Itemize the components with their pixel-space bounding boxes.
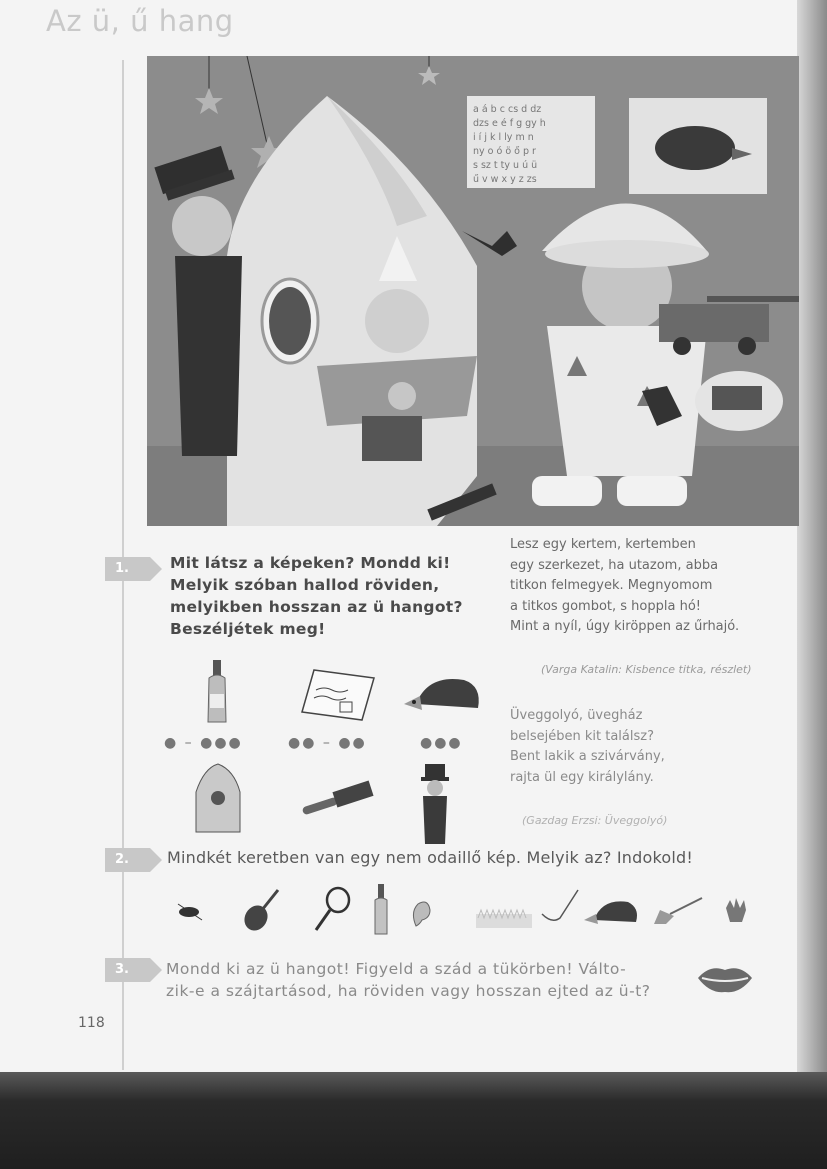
bottle-icon (372, 884, 390, 936)
illustration (147, 56, 799, 526)
syllable-scheme-3: ●●● (420, 735, 463, 751)
lips-icon (696, 962, 754, 996)
poem1-citation: (Varga Katalin: Kisbence titka, részlet) (541, 663, 752, 676)
space-play-illustration-icon (147, 56, 799, 526)
poem1 (510, 535, 739, 638)
task3-line: Mondd ki az ü hangot! Figyeld a szád a tükörben! Válto- (166, 960, 627, 978)
syllable-scheme-2: ●● – ●● (288, 735, 367, 751)
twig-icon (538, 888, 580, 930)
poem2-line: Bent lakik a szivárvány, (510, 749, 665, 764)
tennis-racket-icon (312, 886, 352, 932)
poem1-line: Lesz egy kertem, kertemben (510, 537, 696, 552)
svg-text:a á b c cs d dz: a á b c cs d dz (473, 104, 542, 115)
poem2-line: rajta ül egy királylány. (510, 769, 654, 785)
poem1-line: egy szerkezet, ha utazom, abba (510, 557, 719, 573)
task3-line: zik-e a szájtartásod, ha röviden vagy hosszan ejted az ü-t? (166, 982, 651, 1000)
poem1-line: a titkos gombot, s hoppla hó! (510, 598, 701, 614)
task3-text (166, 958, 651, 1002)
menu-card-icon (300, 668, 376, 722)
svg-text:i í j k l ly m n: i í j k l ly m n (473, 132, 534, 143)
glove-icon (724, 896, 750, 924)
grass-icon (476, 906, 532, 928)
poem1-line: Mint a nyíl, úgy kiröppen az űrhajó. (510, 619, 740, 634)
poem2-citation: (Gazdag Erzsi: Üveggolyó) (522, 814, 668, 827)
page-edge-shadow (797, 0, 827, 1169)
task2-text: Mindkét keretben van egy nem odaillő kép. Melyik az? Indokold! (167, 848, 693, 867)
rocket-icon (190, 762, 246, 836)
poem1-line: titkon felmegyek. Megnyomom (510, 578, 713, 593)
violin-icon (242, 888, 280, 934)
scan-bottom-band (0, 1072, 827, 1169)
poem2-line: belsejében kit találsz? (510, 728, 654, 744)
hedgehog-icon (584, 896, 640, 930)
svg-text:dzs e é f g gy h: dzs e é f g gy h (473, 118, 546, 129)
poem2-line: Üveggolyó, üvegház (510, 708, 643, 723)
magician-icon (418, 762, 452, 846)
syllable-scheme-1: ● – ●●● (164, 735, 243, 751)
broom-icon (652, 896, 704, 926)
page-title: Az ü, ű hang (46, 4, 234, 38)
task2-number: 2. (105, 848, 150, 872)
task1-number: 1. (105, 557, 150, 581)
comb-icon (300, 780, 376, 820)
svg-text:ny o ó ö ő p r: ny o ó ö ő p r (473, 146, 536, 157)
svg-text:ű v w x y z zs: ű v w x y z zs (473, 174, 537, 185)
bottle-icon (204, 660, 230, 724)
hedgehog-icon (404, 674, 482, 718)
svg-text:s sz t ty u ú ü: s sz t ty u ú ü (473, 160, 538, 171)
page-number: 118 (78, 1015, 105, 1031)
poem2 (510, 706, 665, 788)
task3-number: 3. (105, 958, 150, 982)
ear-icon (410, 900, 432, 928)
task1-text: Mit látsz a képeken? Mondd ki! Melyik szóban hallod röviden, melyikben hosszan az ü hangot? Beszéljétek meg! (170, 554, 463, 638)
cricket-icon (174, 900, 204, 922)
